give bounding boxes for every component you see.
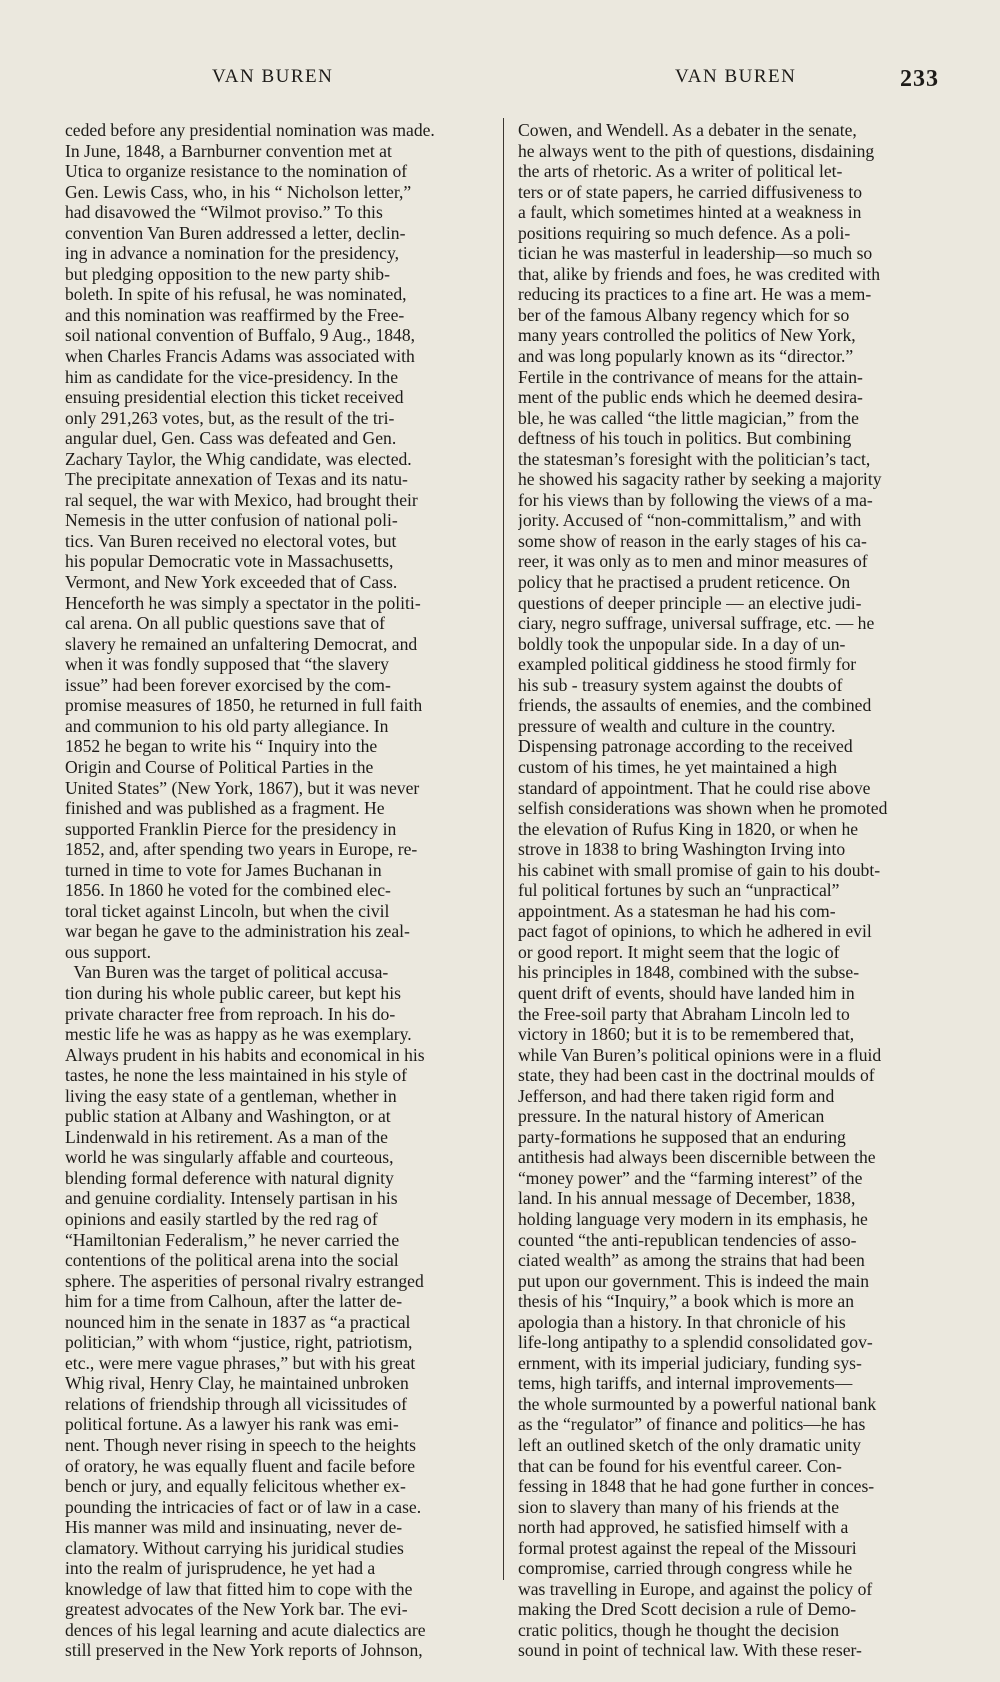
text-column-left: ceded before any presidential nomination was made. In June, 1848, a Barnburner convention met at Utica to organize resistance to the nomination of Gen. Lewis Cass, who, in his “ Nicholson letter,” had disavowed the “Wilmot proviso.” To this convention Van Buren addressed a letter, declin- ing in advance a nomination for the presidency, but pledging opposition to the new party shib- boleth. In spite of his refusal, he was nominated, and this nomination was reaffirmed by the Free- soil national convention of Buffalo, 9 Aug., 1848, when Charles Francis Adams was associated with him as candidate for the vice-presidency. In the ensuing presidential election this ticket received only 291,263 votes, but, as the result of the tri- angular duel, Gen. Cass was defeated and Gen. Zachary Taylor, the Whig candidate, was elected. The precipitate annexation of Texas and its natu- ral sequel, the war with Mexico, had brought their Nemesis in the utter confusion of national poli- tics. Van Buren received no electoral votes, but his popular Democratic vote in Massachusetts, Vermont, and New York exceeded that of Cass. Henceforth he was simply a spectator in the politi- cal arena. On all public questions save that of slavery he remained an unfaltering Democrat, and when it was fondly supposed that “the slavery issue” had been forever exorcised by the com- promise measures of 1850, he returned in full faith and communion to his old party allegiance. In 1852 he began to write his “ Inquiry into the Origin and Course of Political Parties in the United States” (New York, 1867), but it was never finished and was published as a fragment. He supported Franklin Pierce for the presidency in 1852, and, after spending two years in Europe, re- turned in time to vote for James Buchanan in 1856. In 1860 he voted for the combined elec- toral ticket against Lincoln, but when the civil war began he gave to the administration his zeal- ous support. Van Buren was the target of political accusa- tion during his whole public career, but kept his private character free from reproach. In his do- mestic life he was as happy as he was exemplary. Always prudent in his habits and economical in his tastes, he none the less maintained in his style of living the easy state of a gentleman, whether in public station at Albany and Washington, or at Lindenwald in his retirement. As a man of the world he was singularly affable and courteous, blending formal deference with natural dignity and genuine cordiality. Intensely partisan in his opinions and easily startled by the red rag of “Hamiltonian Federalism,” he never carried the contentions of the political arena into the social sphere. The asperities of personal rivalry estranged him for a time from Calhoun, after the latter de- nounced him in the senate in 1837 as “a practical politician,” with whom “justice, right, patriotism, etc., were mere vague phrases,” but with his great Whig rival, Henry Clay, he maintained unbroken relations of friendship through all vicissitudes of political fortune. As a lawyer his rank was emi- nent. Though never rising in speech to the heights of oratory, he was equally fluent and facile before bench or jury, and equally felicitous whether ex- pounding the intricacies of fact or of law in a case. His manner was mild and insinuating, never de- clamatory. Without carrying his juridical studies into the realm of jurisprudence, he yet had a knowledge of law that fitted him to cope with the greatest advocates of the New York bar. The evi- dences of his legal learning and acute dialectics are still preserved in the New York reports of Johnson, <box>65 120 435 1661</box>
running-head-left: VAN BUREN <box>212 66 334 87</box>
running-head-right: VAN BUREN <box>675 66 797 87</box>
column-divider <box>503 118 504 1580</box>
page-number: 233 <box>900 66 939 92</box>
text-column-right: Cowen, and Wendell. As a debater in the senate, he always went to the pith of questions, disdaining the arts of rhetoric. As a writer of political let- ters or of state papers, he carried diffusiveness to a fault, which sometimes hinted at a weakness in positions requiring so much defence. As a poli- tician he was masterful in leadership—so much so that, alike by friends and foes, he was credited with reducing its practices to a fine art. He was a mem- ber of the famous Albany regency which for so many years controlled the politics of New York, and was long popularly known as its “director.” Fertile in the contrivance of means for the attain- ment of the public ends which he deemed desira- ble, he was called “the little magician,” from the deftness of his touch in politics. But combining the statesman’s foresight with the politician’s tact, he showed his sagacity rather by seeking a majority for his views than by following the views of a ma- jority. Accused of “non-committalism,” and with some show of reason in the early stages of his ca- reer, it was only as to men and minor measures of policy that he practised a prudent reticence. On questions of deeper principle — an elective judi- ciary, negro suffrage, universal suffrage, etc. — he boldly took the unpopular side. In a day of un- exampled political giddiness he stood firmly for his sub - treasury system against the doubts of friends, the assaults of enemies, and the combined pressure of wealth and culture in the country. Dispensing patronage according to the received custom of his times, he yet maintained a high standard of appointment. That he could rise above selfish considerations was shown when he promoted the elevation of Rufus King in 1820, or when he strove in 1838 to bring Washington Irving into his cabinet with small promise of gain to his doubt- ful political fortunes by such an “unpractical” appointment. As a statesman he had his com- pact fagot of opinions, to which he adhered in evil or good report. It might seem that the logic of his principles in 1848, combined with the subse- quent drift of events, should have landed him in the Free-soil party that Abraham Lincoln led to victory in 1860; but it is to be remembered that, while Van Buren’s political opinions were in a fluid state, they had been cast in the doctrinal moulds of Jefferson, and had there taken rigid form and pressure. In the natural history of American party-formations he supposed that an enduring antithesis had always been discernible between the “money power” and the “farming interest” of the land. In his annual message of December, 1838, holding language very modern in its emphasis, he counted “the anti-republican tendencies of asso- ciated wealth” as among the strains that had been put upon our government. This is indeed the main thesis of his “Inquiry,” a book which is more an apologia than a history. In that chronicle of his life-long antipathy to a splendid consolidated gov- ernment, with its imperial judiciary, funding sys- tems, high tariffs, and internal improvements— the whole surmounted by a powerful national bank as the “regulator” of finance and politics—he has left an outlined sketch of the only dramatic unity that can be found for his eventful career. Con- fessing in 1848 that he had gone further in conces- sion to slavery than many of his friends at the north had approved, he satisfied himself with a formal protest against the repeal of the Missouri compromise, carried through congress while he was travelling in Europe, and against the policy of making the Dred Scott decision a rule of Demo- cratic politics, though he thought the decision sound in point of technical law. With these reser- <box>518 120 888 1661</box>
